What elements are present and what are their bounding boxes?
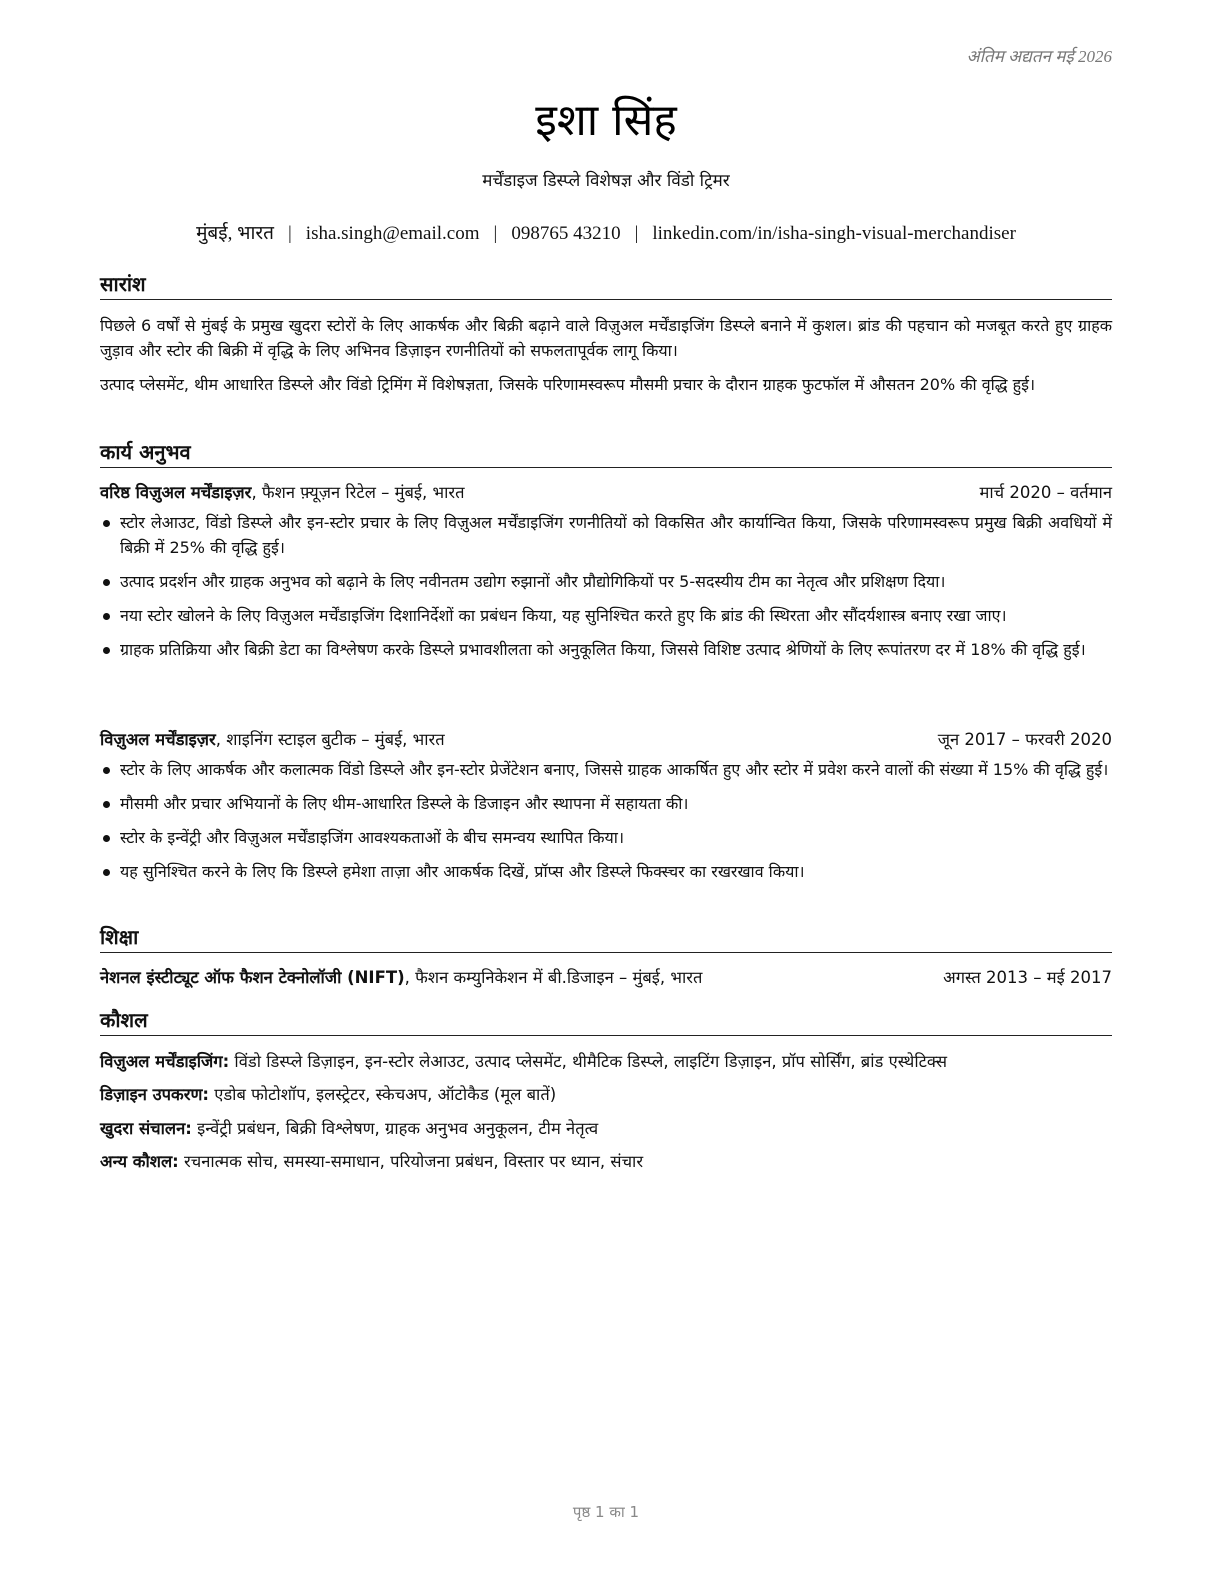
education-entry — [100, 966, 1112, 990]
contact-linkedin[interactable]: linkedin.com/in/isha-singh-visual-merchandiser — [652, 223, 1016, 244]
job-role: वरिष्ठ विज़ुअल मर्चेंडाइज़र — [100, 483, 252, 502]
job-header — [100, 728, 1112, 752]
section-title-summary: सारांश — [100, 270, 1112, 300]
section-title-skills: कौशल — [100, 1006, 1112, 1036]
job-company: , शाइनिंग स्टाइल बुटीक – मुंबई, भारत — [215, 730, 445, 749]
education-institution: नेशनल इंस्टीट्यूट ऑफ फैशन टेक्नोलॉजी (NIFT) — [100, 968, 405, 987]
section-title-education: शिक्षा — [100, 923, 1112, 953]
skill-line — [100, 1083, 1112, 1107]
last-updated: अंतिम अद्यतन मई 2026 — [966, 47, 1112, 66]
bullet-item: स्टोर के लिए आकर्षक और कलात्मक विंडो डिस्प्ले और इन-स्टोर प्रेजेंटेशन बनाए, जिससे ग्राहक आकर्षित हुए और स्टोर में प्रवेश करने वालों की संख्या में 15% की वृद्धि हुई। — [100, 757, 1112, 782]
skill-label: खुदरा संचालन: — [100, 1119, 192, 1138]
bullet-item: ग्राहक प्रतिक्रिया और बिक्री डेटा का विश्लेषण करके डिस्प्ले प्रभावशीलता को अनुकूलित किया, जिससे विशिष्ट उत्पाद श्रेणियों के लिए रूपांतरण दर में 18% की वृद्धि हुई। — [100, 637, 1112, 662]
summary-paragraph-1: पिछले 6 वर्षों से मुंबई के प्रमुख खुदरा स्टोरों के लिए आकर्षक और बिक्री बढ़ाने वाले विज़ुअल मर्चेंडाइजिंग डिस्प्ले बनाने में कुशल। ब्रांड की पहचान को मजबूत करते हुए ग्राहक जुड़ाव और स्टोर की बिक्री में वृद्धि के लिए अभिनव डिज़ाइन रणनीतियों को सफलतापूर्वक लागू किया। — [100, 316, 1112, 360]
bullet-item: मौसमी और प्रचार अभियानों के लिए थीम-आधारित डिस्प्ले के डिजाइन और स्थापना में सहायता की। — [100, 791, 1112, 816]
candidate-name: इशा सिंह — [535, 95, 677, 146]
page-number: पृष्ठ 1 का 1 — [572, 1503, 640, 1521]
skill-label: विज़ुअल मर्चेंडाइजिंग: — [100, 1052, 230, 1071]
education-dates: अगस्त 2013 – मई 2017 — [943, 968, 1112, 987]
job-bullets — [100, 757, 1112, 893]
contact-location: मुंबई, भारत — [196, 223, 274, 244]
job-title: मर्चेंडाइज डिस्प्ले विशेषज्ञ और विंडो ट्रिमर — [482, 171, 730, 191]
skill-label: डिज़ाइन उपकरण: — [100, 1085, 209, 1104]
skill-value: इन्वेंट्री प्रबंधन, बिक्री विश्लेषण, ग्राहक अनुभव अनुकूलन, टीम नेतृत्व — [191, 1119, 599, 1138]
contact-email[interactable]: isha.singh@email.com — [305, 223, 480, 244]
education-detail: , फैशन कम्युनिकेशन में बी.डिजाइन – मुंबई, भारत — [404, 968, 703, 987]
contact-phone[interactable]: 098765 43210 — [511, 223, 621, 244]
bullet-item: नया स्टोर खोलने के लिए विज़ुअल मर्चेंडाइजिंग दिशानिर्देशों का प्रबंधन किया, यह सुनिश्चित करते हुए कि ब्रांड की स्थिरता और सौंदर्यशास्त्र बनाए रखा जाए। — [100, 603, 1112, 628]
job-header — [100, 481, 1112, 505]
bullet-item: यह सुनिश्चित करने के लिए कि डिस्प्ले हमेशा ताज़ा और आकर्षक दिखें, प्रॉप्स और डिस्प्ले फिक्स्चर का रखरखाव किया। — [100, 859, 1112, 884]
skill-line — [100, 1150, 1112, 1174]
skill-value: एडोब फोटोशॉप, इलस्ट्रेटर, स्केचअप, ऑटोकैड (मूल बातें) — [208, 1085, 557, 1104]
contact-separator: | — [287, 223, 292, 244]
contact-separator: | — [493, 223, 498, 244]
job-company: , फैशन फ़्यूज़न रिटेल – मुंबई, भारत — [251, 483, 465, 502]
skill-line — [100, 1117, 1112, 1141]
bullet-item: स्टोर के इन्वेंट्री और विज़ुअल मर्चेंडाइजिंग आवश्यकताओं के बीच समन्वय स्थापित किया। — [100, 825, 1112, 850]
job-dates: मार्च 2020 – वर्तमान — [979, 483, 1112, 502]
section-title-experience: कार्य अनुभव — [100, 438, 1112, 468]
bullet-item: स्टोर लेआउट, विंडो डिस्प्ले और इन-स्टोर प्रचार के लिए विज़ुअल मर्चेंडाइजिंग रणनीतियों को विकसित और कार्यान्वित किया, जिसके परिणामस्वरूप प्रमुख बिक्री अवधियों में बिक्री में 25% की वृद्धि हुई। — [100, 510, 1112, 560]
skill-value: विंडो डिस्प्ले डिज़ाइन, इन-स्टोर लेआउट, उत्पाद प्लेसमेंट, थीमैटिक डिस्प्ले, लाइटिंग डिज़ाइन, प्रॉप सोर्सिंग, ब्रांड एस्थेटिक्स — [229, 1052, 947, 1071]
skill-value: रचनात्मक सोच, समस्या-समाधान, परियोजना प्रबंधन, विस्तार पर ध्यान, संचार — [178, 1152, 644, 1171]
resume-page — [100, 0, 1112, 1584]
skill-line — [100, 1050, 1112, 1074]
summary-paragraph-2: उत्पाद प्लेसमेंट, थीम आधारित डिस्प्ले और विंडो ट्रिमिंग में विशेषज्ञता, जिसके परिणामस्वरूप मौसमी प्रचार के दौरान ग्राहक फुटफॉल में औसतन 20% की वृद्धि हुई। — [100, 375, 1036, 394]
job-bullets — [100, 510, 1112, 671]
bullet-item: उत्पाद प्रदर्शन और ग्राहक अनुभव को बढ़ाने के लिए नवीनतम उद्योग रुझानों और प्रौद्योगिकियों पर 5-सदस्यीय टीम का नेतृत्व और प्रशिक्षण दिया। — [100, 569, 1112, 594]
contact-line — [100, 219, 1112, 245]
job-role: विज़ुअल मर्चेंडाइज़र — [100, 730, 216, 749]
job-dates: जून 2017 – फरवरी 2020 — [937, 730, 1112, 749]
contact-separator: | — [634, 223, 639, 244]
skill-label: अन्य कौशल: — [100, 1152, 179, 1171]
